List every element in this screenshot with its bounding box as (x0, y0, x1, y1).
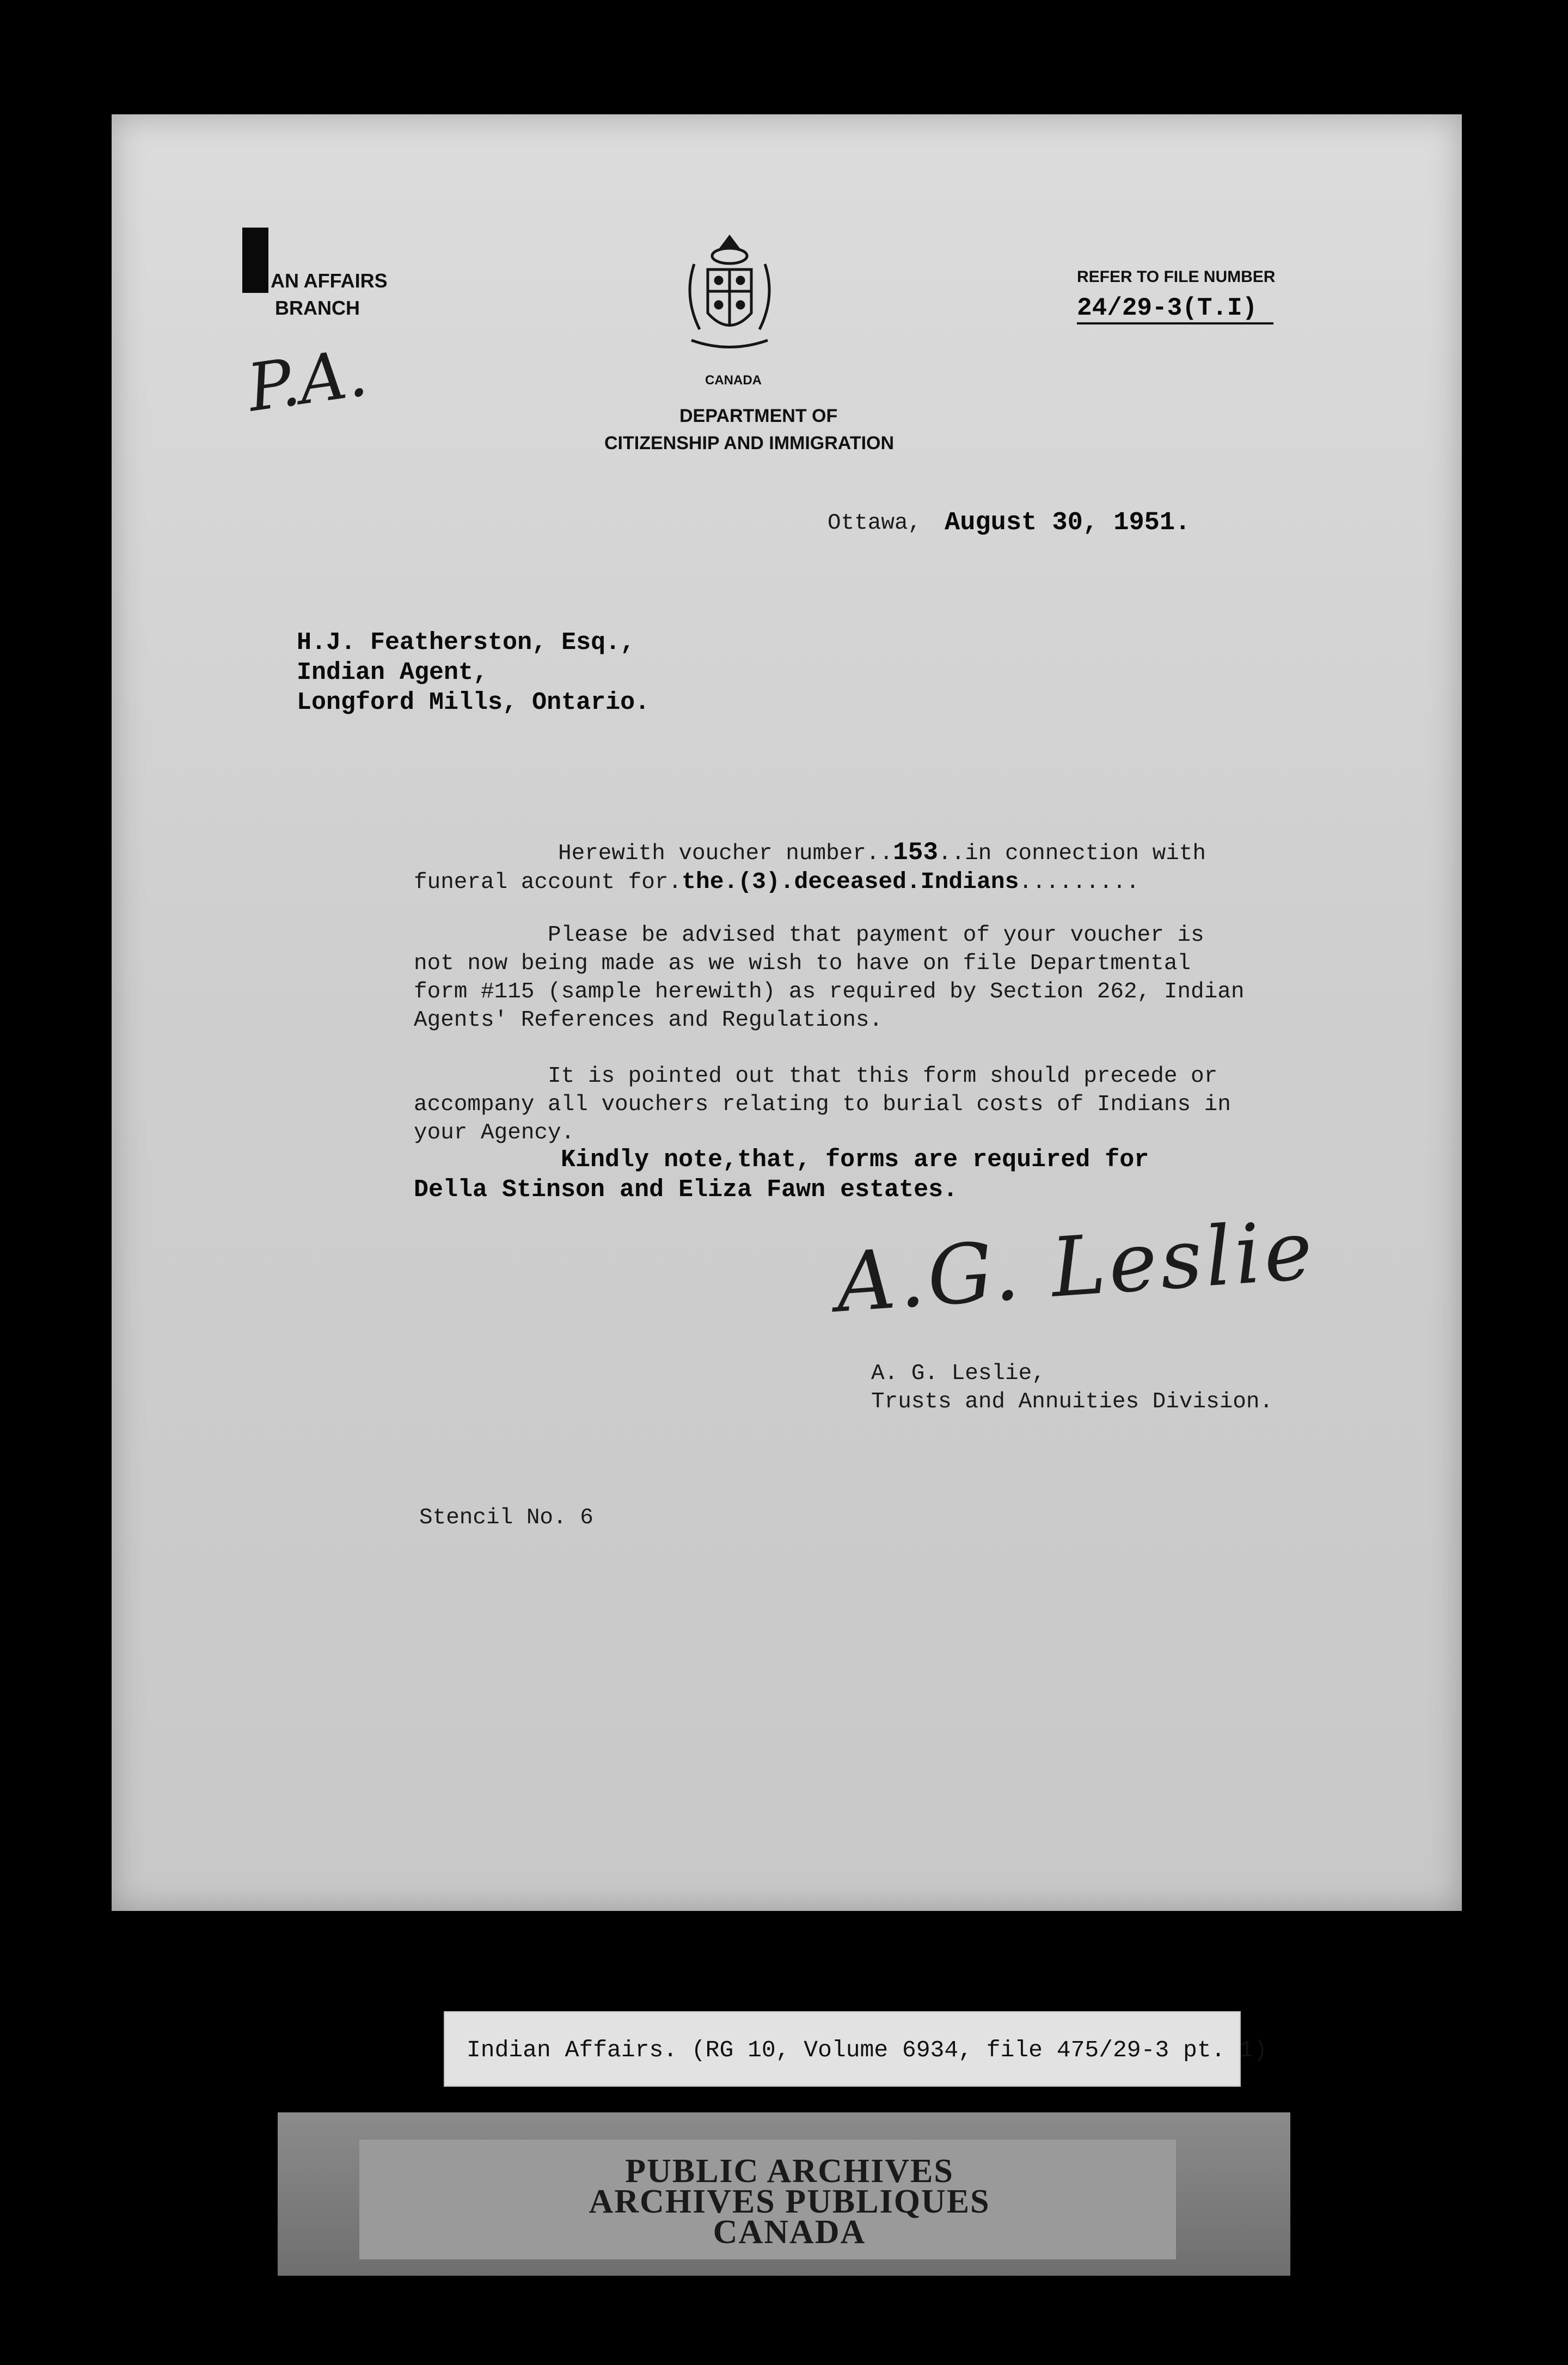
funeral-text-b: ......... (1019, 870, 1140, 895)
recipient-line: Indian Agent, (297, 659, 488, 687)
coat-of-arms-icon (678, 231, 781, 357)
stamp-text (572, 2153, 1007, 2251)
country-label: CANADA (705, 373, 762, 388)
funeral-text-a: funeral account for. (414, 870, 682, 895)
archive-stamp (278, 2112, 1290, 2276)
refer-to-file-label: REFER TO FILE NUMBER (1077, 268, 1276, 286)
recipient-line: Longford Mills, Ontario. (297, 689, 650, 716)
archive-reference-text: Indian Affairs. (RG 10, Volume 6934, file 475/29-3 pt. 1) (467, 2037, 1267, 2063)
voucher-text-a: Herewith voucher number.. (558, 841, 893, 866)
paragraph-line: Agents' References and Regulations. (414, 1008, 883, 1033)
stamp-line: ARCHIVES PUBLIQUES (589, 2183, 990, 2220)
paragraph-line: not now being made as we wish to have on file Departmental (414, 951, 1191, 976)
voucher-number: 153 (893, 838, 938, 867)
stencil-number: Stencil No. 6 (419, 1505, 593, 1530)
paragraph-line: form #115 (sample herewith) as required by Section 262, Indian (414, 979, 1245, 1004)
paragraph-line: your Agency. (414, 1120, 575, 1145)
voucher-line (558, 838, 1206, 867)
date-place: Ottawa, (828, 511, 922, 536)
redaction-mark (242, 228, 268, 293)
branch-line-1: AN AFFAIRS (271, 269, 388, 292)
note-line: Della Stinson and Eliza Fawn estates. (414, 1176, 958, 1204)
note-line: Kindly note,that, forms are required for (414, 1146, 1149, 1174)
funeral-account-line (414, 868, 1140, 895)
stamp-line: CANADA (713, 2214, 866, 2251)
archive-reference-label (444, 2011, 1267, 2087)
department-line-2: CITIZENSHIP AND IMMIGRATION (604, 433, 895, 454)
stamp-line: PUBLIC ARCHIVES (625, 2153, 954, 2190)
paragraph-line: It is pointed out that this form should precede or (414, 1064, 1218, 1089)
signatory-title: Trusts and Annuities Division. (871, 1389, 1273, 1414)
branch-line-2: BRANCH (275, 297, 360, 319)
paragraph-line: Please be advised that payment of your voucher is (414, 923, 1204, 948)
paragraph-line: accompany all vouchers relating to burial costs of Indians in (414, 1092, 1231, 1117)
letter-date: August 30, 1951. (945, 508, 1191, 537)
signatory-name: A. G. Leslie, (871, 1361, 1045, 1386)
voucher-text-b: ..in connection with (938, 841, 1206, 866)
deceased-count: the.(3).deceased.Indians (682, 868, 1019, 895)
handwritten-initials: P.A. (243, 335, 372, 427)
file-number: 24/29-3(T.I) (1077, 294, 1273, 324)
handwritten-signature: A.G. Leslie (833, 1203, 1319, 1331)
letter-page (112, 114, 1462, 1911)
department-line-1: DEPARTMENT OF (679, 406, 838, 426)
recipient-line: H.J. Featherston, Esq., (297, 629, 635, 657)
